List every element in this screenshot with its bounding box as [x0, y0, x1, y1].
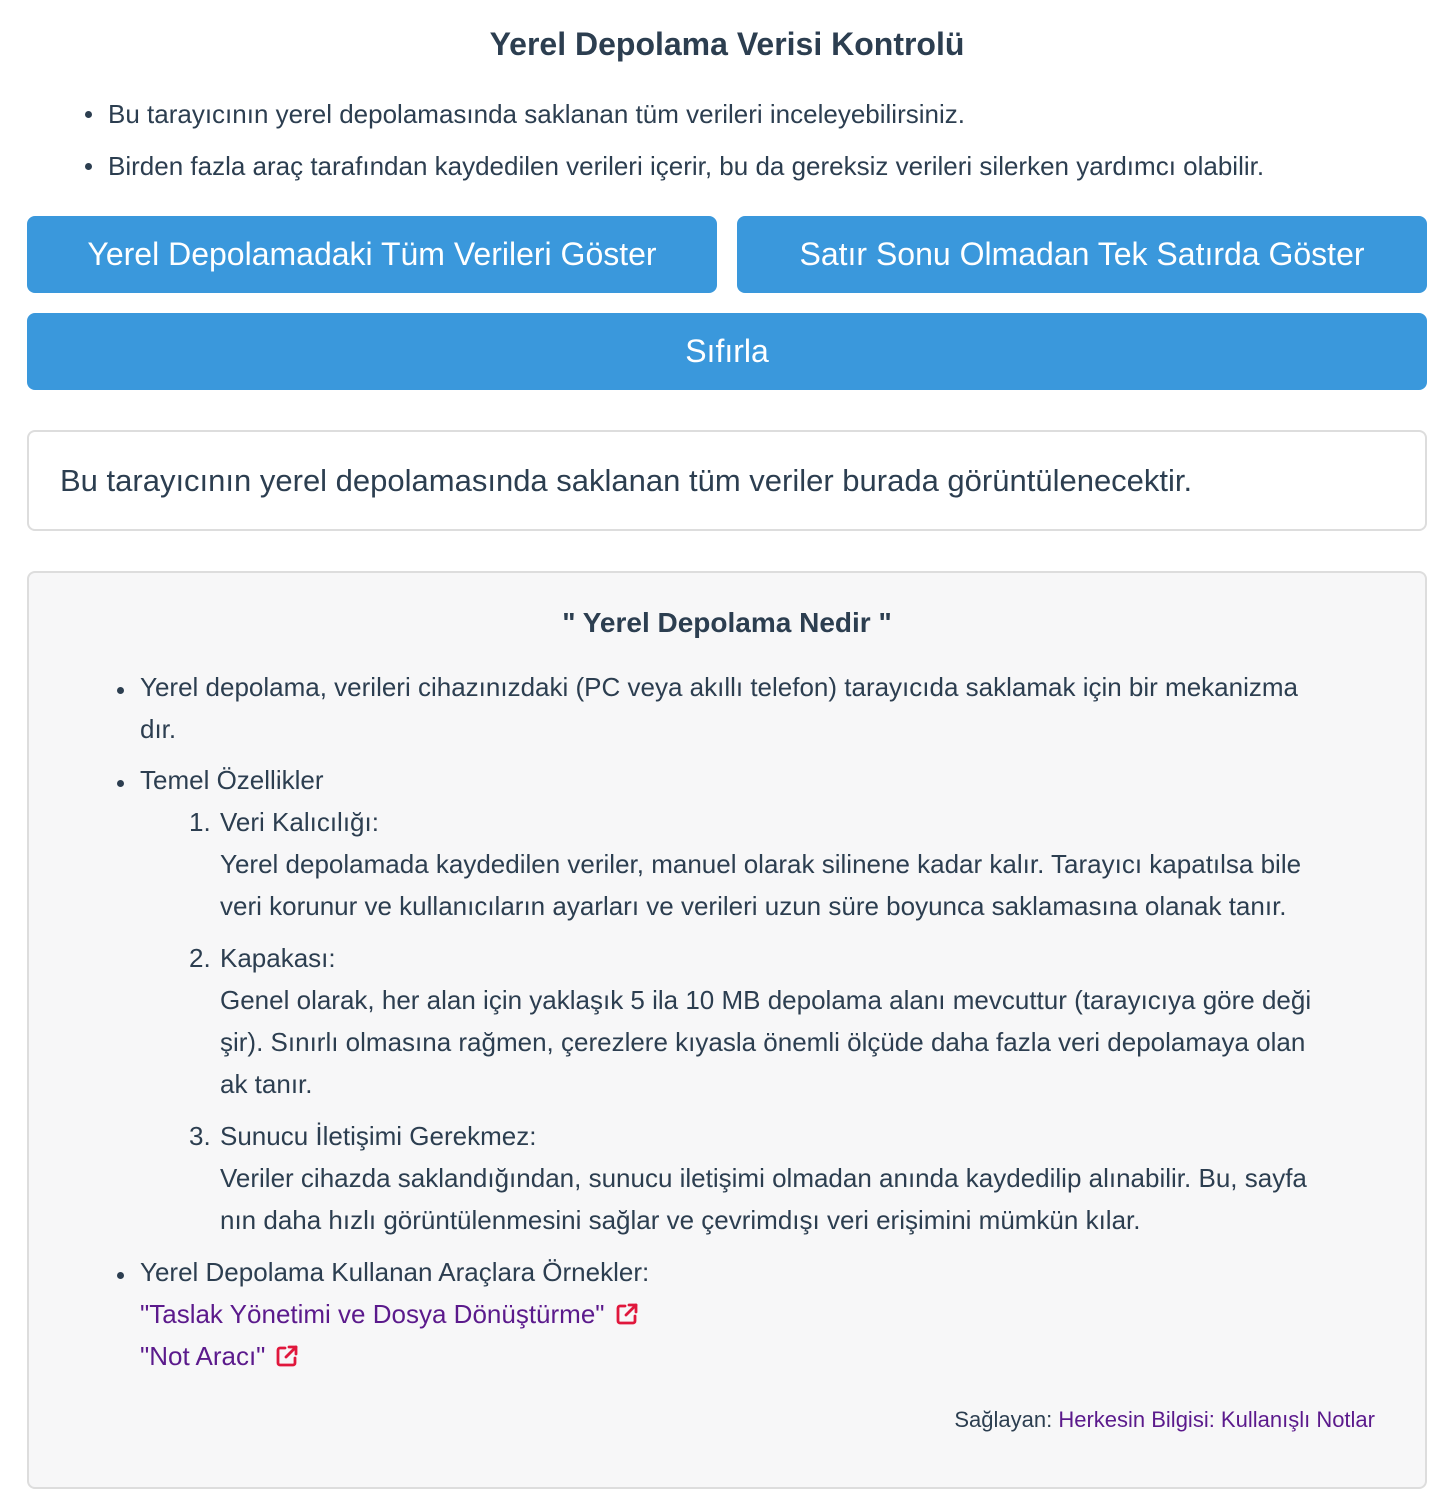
feature-number: 3. [189, 1121, 211, 1151]
output-placeholder-text: Bu tarayıcının yerel depolamasında saklanan tüm veriler burada görüntülenecektir. [60, 462, 1193, 498]
feature-title: Kapakası: [220, 943, 336, 973]
intro-item: Birden fazla araç tarafından kaydedilen verileri içerir, bu da gereksiz verileri silerken yardımcı olabilir. [108, 146, 1264, 198]
external-link-icon [615, 1302, 639, 1326]
feature-description: ak tanır. [220, 1069, 313, 1099]
feature-description: Genel olarak, her alan için yaklaşık 5 ila 10 MB depolama alanı mevcuttur (tarayıcıya göre deği [220, 985, 1312, 1015]
feature-description: nın daha hızlı görüntülenmesini sağlar ve çevrimdışı veri erişimini mümkün kılar. [220, 1205, 1141, 1235]
bullet-icon [117, 1272, 124, 1279]
page-title: Yerel Depolama Verisi Kontrolü [489, 26, 965, 62]
feature-title: Sunucu İletişimi Gerekmez: [220, 1121, 537, 1151]
example-link-draft-manager[interactable] [140, 1293, 639, 1335]
definition-text-continued: dır. [140, 714, 177, 744]
credit-prefix: Sağlayan: [954, 1407, 1059, 1432]
external-link-icon [275, 1344, 299, 1368]
feature-number: 2. [189, 943, 211, 973]
credit-line [954, 1405, 1375, 1435]
bullet-icon [117, 687, 124, 694]
example-link-label: "Not Aracı" [140, 1341, 266, 1371]
feature-description: Yerel depolamada kaydedilen veriler, manuel olarak silinene kadar kalır. Tarayıcı kapatılsa bile [220, 849, 1302, 879]
bullet-icon [117, 780, 124, 787]
feature-description: şir). Sınırlı olmasına rağmen, çerezlere kıyasla önemli ölçüde daha fazla veri depolamaya olan [220, 1027, 1306, 1057]
info-title: " Yerel Depolama Nedir " [562, 607, 892, 638]
info-section [27, 571, 1427, 1489]
features-heading: Temel Özellikler [140, 765, 324, 795]
intro-item: Bu tarayıcının yerel depolamasında saklanan tüm verileri inceleyebilirsiniz. [108, 94, 1264, 146]
intro-list [108, 94, 1264, 198]
feature-description: veri korunur ve kullanıcıların ayarları ve verileri uzun süre boyunca saklamasına olanak tanır. [220, 891, 1287, 921]
example-link-label: "Taslak Yönetimi ve Dosya Dönüştürme" [140, 1299, 605, 1329]
feature-number: 1. [189, 807, 211, 837]
feature-description: Veriler cihazda saklandığından, sunucu iletişimi olmadan anında kaydedilip alınabilir. Bu, sayfa [220, 1163, 1307, 1193]
examples-heading: Yerel Depolama Kullanan Araçlara Örnekler: [140, 1257, 650, 1287]
example-link-note-tool[interactable] [140, 1335, 299, 1377]
output-area [27, 430, 1427, 531]
show-single-line-button[interactable]: Satır Sonu Olmadan Tek Satırda Göster [737, 216, 1427, 293]
show-all-data-button[interactable]: Yerel Depolamadaki Tüm Verileri Göster [27, 216, 717, 293]
feature-title: Veri Kalıcılığı: [220, 807, 379, 837]
definition-text: Yerel depolama, verileri cihazınızdaki (PC veya akıllı telefon) tarayıcıda saklamak için bir mekanizma [140, 672, 1298, 702]
credit-link[interactable]: Herkesin Bilgisi: Kullanışlı Notlar [1058, 1407, 1375, 1432]
reset-button[interactable]: Sıfırla [27, 313, 1427, 390]
